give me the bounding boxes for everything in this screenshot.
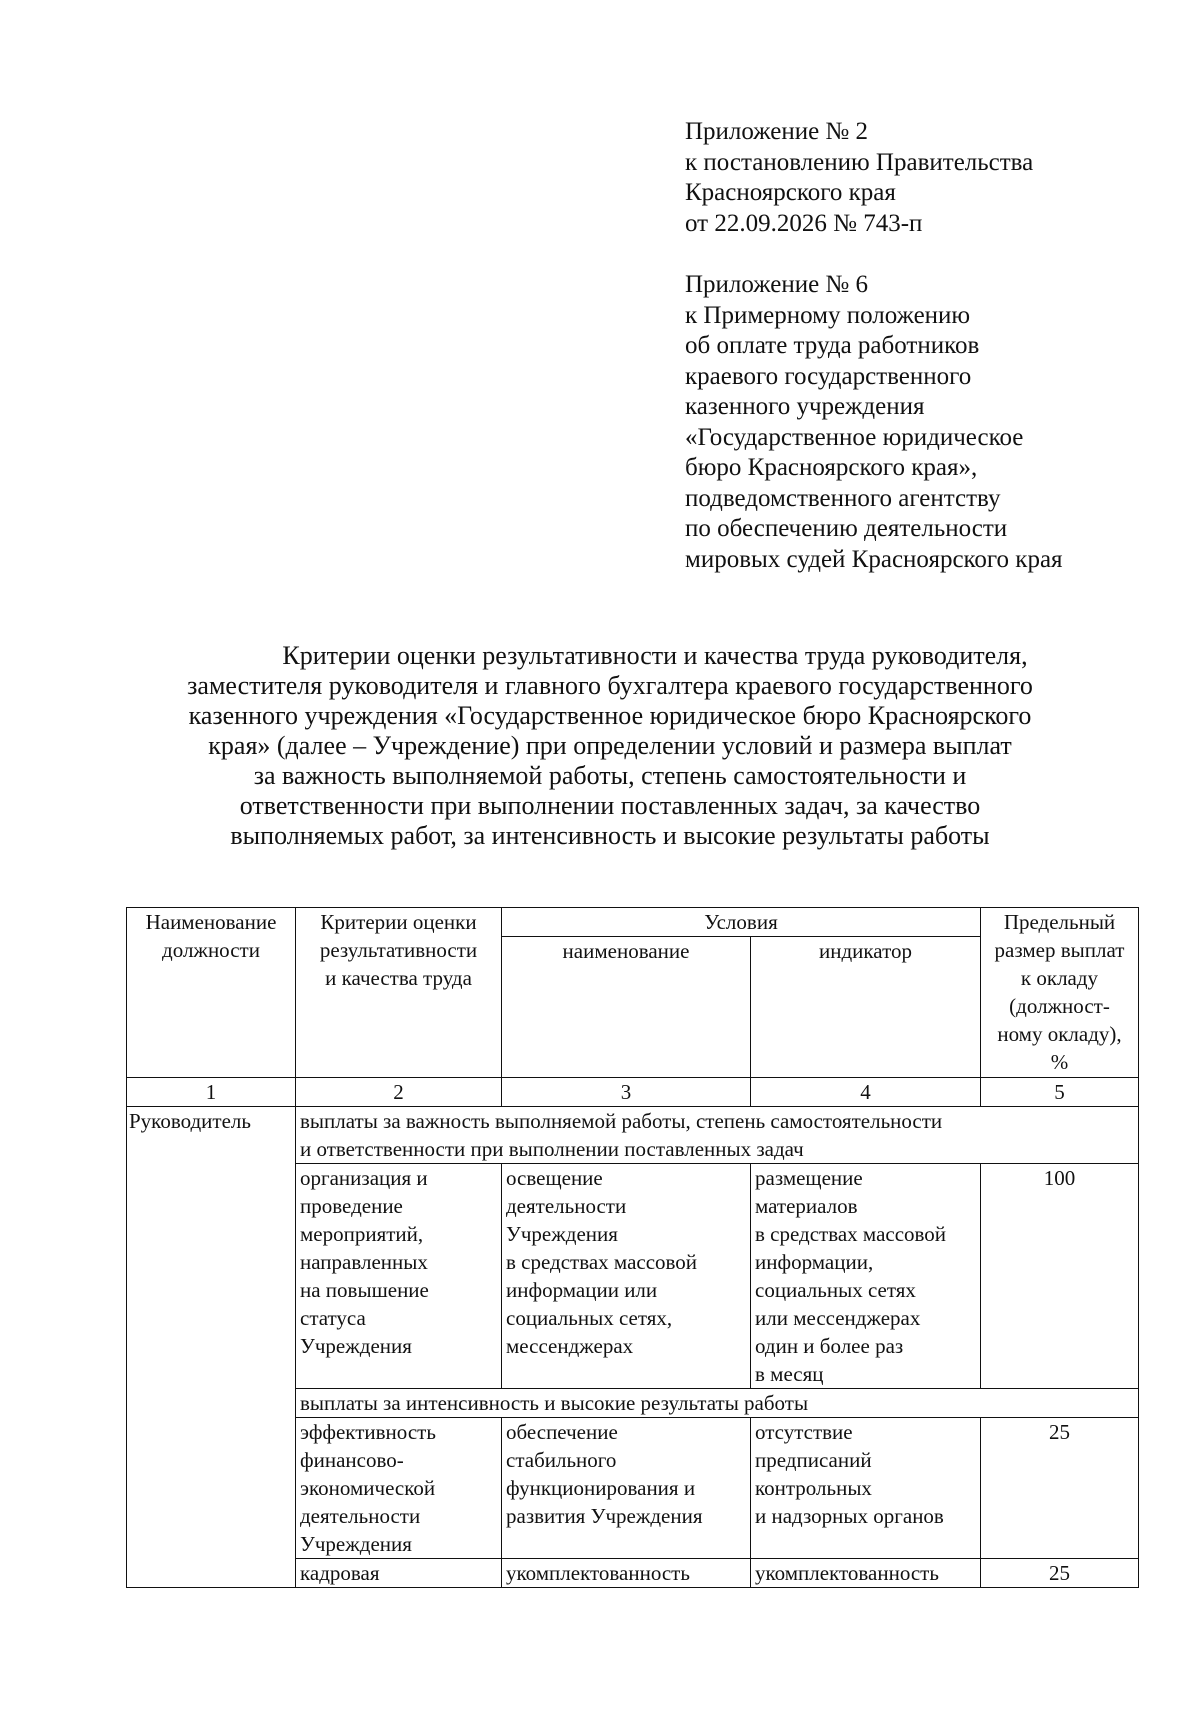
title-line: казенного учреждения «Государственное юридическое бюро Красноярского	[188, 701, 1032, 730]
title-line: заместителя руководителя и главного бухгалтера краевого государственного	[187, 671, 1033, 700]
cell-text: информации или	[506, 1278, 658, 1302]
cell-text: стабильного	[506, 1448, 617, 1472]
header-text: Предельный	[1003, 910, 1116, 934]
header-max-payment	[981, 908, 1139, 1078]
cell-text: один и более раз	[755, 1334, 904, 1358]
section-text: выплаты за важность выполняемой работы, степень самостоятельности	[300, 1109, 943, 1133]
cell-text: проведение	[300, 1194, 403, 1218]
title-line: края» (далее – Учреждение) при определении условий и размера выплат	[208, 731, 1012, 760]
cell-text: финансово-	[300, 1448, 404, 1472]
appendix-6-line: казенного учреждения	[685, 393, 925, 420]
row-1-indicator	[751, 1164, 981, 1389]
appendix-6-header	[685, 270, 1063, 575]
cell-text: на повышение	[300, 1278, 429, 1302]
cell-text: деятельности	[506, 1194, 627, 1218]
cell-text: социальных сетях,	[506, 1306, 673, 1330]
header-condition-name: наименование	[502, 937, 751, 1078]
row-1-value: 100	[981, 1164, 1139, 1389]
cell-text: информации,	[755, 1250, 874, 1274]
cell-text: в месяц	[755, 1362, 824, 1386]
header-text: к окладу	[1020, 966, 1099, 990]
cell-text: мероприятий,	[300, 1222, 424, 1246]
appendix-6-line: к Примерному положению	[685, 301, 971, 329]
row-2-criteria	[296, 1418, 502, 1559]
cell-text: Учреждения	[300, 1532, 412, 1556]
title-line: выполняемых работ, за интенсивность и высокие результаты работы	[230, 821, 990, 850]
appendix-2-line: Красноярского края	[685, 179, 896, 206]
header-text: Критерии оценки	[320, 910, 477, 934]
row-3-condition-name: укомплектованность	[502, 1559, 751, 1588]
row-2-indicator	[751, 1418, 981, 1559]
cell-text: контрольных	[755, 1476, 872, 1500]
cell-text: социальных сетях	[755, 1278, 916, 1302]
column-number: 1	[127, 1078, 296, 1107]
position-name: Руководитель	[127, 1107, 296, 1588]
header-criteria	[296, 908, 502, 1078]
criteria-table	[126, 907, 1139, 1588]
header-text: результативности	[319, 938, 478, 962]
cell-text: направленных	[300, 1250, 428, 1274]
cell-text: или мессенджерах	[755, 1306, 921, 1330]
cell-text: Учреждения	[300, 1334, 412, 1358]
appendix-2-line: от 22.09.2026 № 743-п	[685, 209, 923, 237]
header-text: размер выплат	[994, 938, 1125, 962]
appendix-2-header	[685, 117, 1033, 239]
table-header-row	[127, 908, 1139, 937]
appendix-6-line: бюро Красноярского края»,	[685, 454, 978, 481]
header-text: (должност-	[1009, 994, 1110, 1018]
appendix-6-line: по обеспечению деятельности	[685, 515, 1008, 542]
section-heading	[296, 1107, 1139, 1164]
header-position	[127, 908, 296, 1078]
column-number: 5	[981, 1078, 1139, 1107]
column-number: 4	[751, 1078, 981, 1107]
appendix-2-line: к постановлению Правительства	[685, 148, 1034, 176]
row-3-value: 25	[981, 1559, 1139, 1588]
title-line: за важность выполняемой работы, степень самостоятельности и	[253, 761, 967, 790]
appendix-6-line: Приложение № 6	[685, 271, 869, 298]
cell-text: освещение	[506, 1166, 603, 1190]
appendix-6-line: «Государственное юридическое	[685, 423, 1024, 451]
header-text: %	[1050, 1050, 1069, 1074]
cell-text: Учреждения	[506, 1222, 618, 1246]
cell-text: и надзорных органов	[755, 1504, 944, 1528]
header-condition-indicator: индикатор	[751, 937, 981, 1078]
row-1-condition-name	[502, 1164, 751, 1389]
cell-text: статуса	[300, 1306, 366, 1330]
title-line: ответственности при выполнении поставленных задач, за качество	[239, 791, 981, 820]
section-text: и ответственности при выполнении поставленных задач	[300, 1137, 804, 1161]
appendix-2-line: Приложение № 2	[685, 118, 869, 145]
table-row	[127, 1107, 1139, 1164]
cell-text: обеспечение	[506, 1420, 618, 1444]
cell-text: размещение	[755, 1166, 863, 1190]
appendix-6-line: краевого государственного	[685, 362, 972, 390]
row-2-value: 25	[981, 1418, 1139, 1559]
appendix-6-line: мировых судей Красноярского края	[685, 545, 1063, 573]
column-number: 2	[296, 1078, 502, 1107]
row-3-indicator: укомплектованность	[751, 1559, 981, 1588]
header-text: должности	[162, 938, 260, 962]
row-1-criteria	[296, 1164, 502, 1389]
cell-text: мессенджерах	[506, 1334, 634, 1358]
cell-text: функционирования и	[506, 1476, 696, 1500]
cell-text: организация и	[300, 1166, 428, 1190]
cell-text: экономической	[300, 1476, 436, 1500]
section-heading: выплаты за интенсивность и высокие результаты работы	[296, 1389, 1139, 1418]
appendix-6-line: подведомственного агентству	[685, 484, 1001, 512]
row-3-criteria: кадровая	[296, 1559, 502, 1588]
header-text: ному окладу),	[997, 1022, 1122, 1046]
cell-text: в средствах массовой	[506, 1250, 698, 1274]
column-number: 3	[502, 1078, 751, 1107]
document-title	[110, 641, 1110, 851]
header-text: Наименование	[145, 910, 277, 934]
cell-text: отсутствие	[755, 1420, 853, 1444]
cell-text: в средствах массовой	[755, 1222, 947, 1246]
cell-text: деятельности	[300, 1504, 421, 1528]
appendix-6-line: об оплате труда работников	[685, 332, 980, 359]
row-2-condition-name	[502, 1418, 751, 1559]
header-conditions: Условия	[502, 908, 981, 937]
title-line: Критерии оценки результативности и качества труда руководителя,	[282, 641, 1028, 670]
cell-text: эффективность	[300, 1420, 436, 1444]
cell-text: материалов	[755, 1194, 858, 1218]
cell-text: предписаний	[755, 1448, 872, 1472]
cell-text: развития Учреждения	[506, 1504, 703, 1528]
header-text: и качества труда	[325, 966, 472, 990]
column-number-row	[127, 1078, 1139, 1107]
